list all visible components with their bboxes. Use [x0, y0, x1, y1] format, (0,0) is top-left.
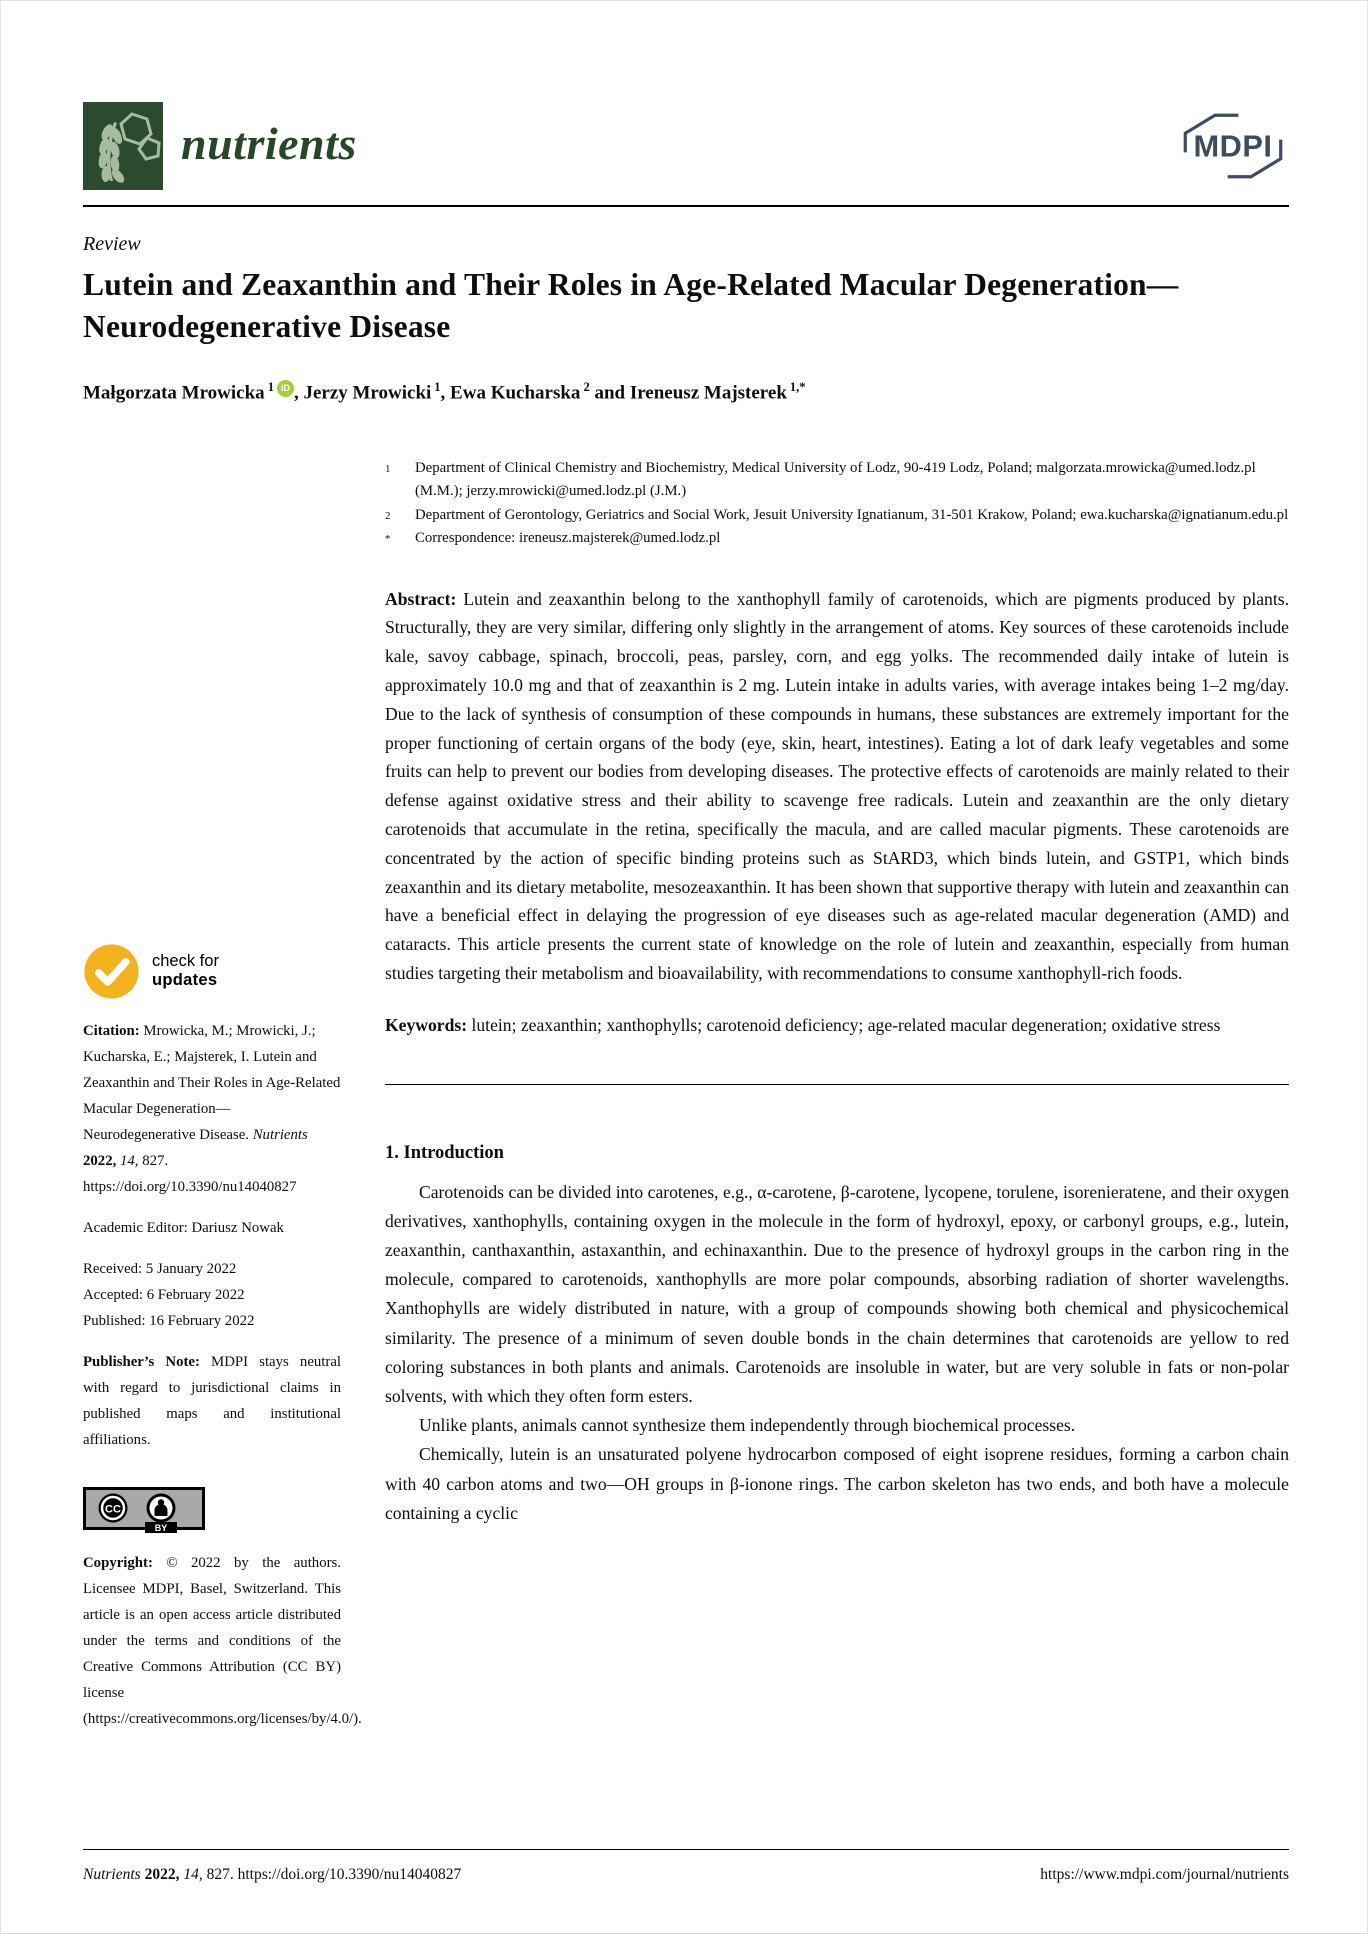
orcid-icon[interactable]: [277, 380, 294, 397]
cc-icon-label: CC: [105, 1503, 121, 1516]
mdpi-logo-text: MDPI: [1193, 128, 1273, 164]
author-affil-sup: 2: [583, 379, 590, 394]
citation-doi-link[interactable]: https://doi.org/10.3390/nu14040827: [83, 1178, 297, 1195]
keywords-divider: [385, 1084, 1289, 1085]
author-name: Jerzy Mrowicki: [303, 382, 432, 404]
check-for-updates-button[interactable]: [83, 943, 253, 1000]
check-for-updates-label: [152, 952, 219, 990]
journal-name: nutrients: [181, 117, 357, 169]
received-label: Received:: [83, 1260, 146, 1277]
published-label: Published:: [83, 1312, 150, 1329]
citation-block: [83, 1018, 341, 1200]
check-for-line: check for: [152, 952, 219, 971]
dates-block: [83, 1256, 341, 1334]
publishers-note-text: MDPI stays neutral with regard to jurisdictional claims in published maps and institutional affiliations.: [83, 1353, 342, 1448]
citation-text: Mrowicka, M.; Mrowicki, J.; Kucharska, E.; Majsterek, I. Lutein and Zeaxanthin and Their Roles in Age-Related Macular Degeneration—Neurodegenerative Disease.: [83, 1022, 341, 1143]
orcid-icon-label: iD: [280, 382, 290, 393]
by-icon-label: BY: [154, 1522, 168, 1533]
article-title: Lutein and Zeaxanthin and Their Roles in Age-Related Macular Degeneration—Neurodegenerative Disease: [83, 267, 1179, 344]
publishers-note-block: [83, 1349, 341, 1453]
accepted-line: [83, 1282, 341, 1308]
keywords-label: Keywords:: [385, 1014, 472, 1035]
keywords-paragraph: [385, 1011, 1289, 1040]
footer-journal-url[interactable]: https://www.mdpi.com/journal/nutrients: [1040, 1866, 1289, 1883]
academic-editor-label: Academic Editor:: [83, 1219, 192, 1236]
affiliation-marker: *: [385, 533, 391, 546]
abstract-text: Lutein and zeaxanthin belong to the xanthophyll family of carotenoids, which are pigments produced by plants. Structurally, they are very similar, differing only slightly in the arrangement of atoms. Key sources of these carotenoids include kale, savoy cabbage, spinach, broccoli, peas, parsley, corn, and egg yolks. The recommended daily intake of lutein is approximately 10.0 mg and that of zeaxanthin is 2 mg. Lutein intake in adults varies, with average intakes being 1–2 mg/day. Due to the lack of synthesis of consumption of these compounds in humans, these substances are extremely important for the proper functioning of certain organs of the body (eye, skin, heart, intestines). Eating a lot of dark leafy vegetables and some fruits can help to prevent our bodies from developing diseases. The protective effects of carotenoids are mainly related to their defense against oxidative stress and their ability to scavenge free radicals. Lutein and zeaxanthin are the only dietary carotenoids that accumulate in the retina, specifically the macula, and are called macular pigments. These carotenoids are concentrated by the action of specific binding proteins such as StARD3, which binds lutein, and GSTP1, which binds zeaxanthin and its dietary metabolite, mesozeaxanthin. It has been shown that supportive therapy with lutein and zeaxanthin can have a beneficial effect in delaying the progression of eye diseases such as age-related macular degeneration (AMD) and cataracts. This article presents the current state of knowledge on the role of lutein and zeaxanthin, especially from human studies targeting their metabolism and bioavailability, with recommendations to consume xanthophyll-rich foods.: [385, 588, 1289, 984]
intro-paragraph-3: Chemically, lutein is an unsaturated polyene hydrocarbon composed of eight isoprene residues, forming a carbon chain with 40 carbon atoms and two—OH groups in β-ionone rings. The carbon skeleton has two ends, and both have a molecule containing a cyclic: [385, 1444, 1289, 1523]
citation-volume: 14,: [120, 1152, 143, 1169]
footer-citation: [83, 1866, 461, 1884]
copyright-block: [83, 1550, 362, 1732]
citation-journal: Nutrients: [252, 1126, 308, 1143]
author-name: Małgorzata Mrowicka: [83, 382, 265, 404]
nutrients-logo-icon: [83, 102, 163, 190]
author-name: Ireneusz Majsterek: [629, 382, 787, 404]
nutrients-brand: [83, 102, 357, 190]
academic-editor-block: [83, 1215, 341, 1241]
footer-volume: 14,: [183, 1866, 207, 1883]
author-separator: and: [589, 382, 630, 404]
abstract-paragraph: [385, 585, 1289, 988]
intro-paragraph-2: Unlike plants, animals cannot synthesize them independently through biochemical processes.: [419, 1415, 1076, 1436]
published-line: [83, 1308, 341, 1334]
footer-divider: [83, 1849, 1289, 1850]
publishers-note-label: Publisher’s Note:: [83, 1353, 212, 1370]
page-footer: [83, 1849, 1289, 1884]
affiliations-list: [385, 457, 1289, 551]
affiliation-text: Department of Clinical Chemistry and Biochemistry, Medical University of Lodz, 90-419 Lodz, Poland; malgorzata.mrowicka@umed.lodz.pl (M.M.); jerzy.mrowicki@umed.lodz.pl (J.M.): [415, 459, 1256, 500]
academic-editor-name: Dariusz Nowak: [191, 1219, 284, 1236]
intro-paragraph-1: Carotenoids can be divided into carotenes, e.g., α-carotene, β-carotene, lycopene, torulene, isorenieratene, and their oxygen derivatives, xanthophylls, containing oxygen in the molecule in the form of hydroxyl, epoxy, or carbonyl groups, e.g., lutein, zeaxanthin, canthaxanthin, astaxanthin, and echinaxanthin. Due to the presence of hydroxyl groups in the carbon ring in the molecule, compared to carotenoids, xanthophylls are more polar compounds, absorbing radiation of shorter wavelengths. Xanthophylls are widely distributed in nature, with a group of compounds showing both chemical and physicochemical similarity. The presence of a minimum of seven double bonds in the chain determines that carotenoids are yellow to red coloring substances in both plants and animals. Carotenoids are insoluble in water, but are very soluble in fats or non-polar solvents, with which they often form esters.: [385, 1181, 1289, 1407]
author-affil-sup: 1,*: [789, 379, 806, 394]
author-separator: ,: [293, 382, 304, 404]
footer-pages: 827.: [206, 1866, 238, 1883]
footer-doi-link[interactable]: https://doi.org/10.3390/nu14040827: [237, 1866, 462, 1883]
copyright-text: © 2022 by the authors. Licensee MDPI, Basel, Switzerland. This article is an open access article distributed under the terms and conditions of the Creative Commons Attribution (CC BY) license (https://creativecommons.org/licenses/by/4.0/).: [83, 1554, 362, 1727]
citation-pages: 827.: [142, 1152, 169, 1169]
header-divider: [83, 205, 1289, 207]
received-date: 5 January 2022: [145, 1260, 237, 1277]
published-date: 16 February 2022: [149, 1312, 255, 1329]
footer-journal: Nutrients: [83, 1866, 145, 1883]
footer-row: [83, 1866, 1289, 1884]
abstract-label: Abstract:: [385, 588, 464, 609]
affiliation-row: [385, 527, 1289, 551]
checkmark-icon: [83, 943, 140, 1000]
author-affil-sup: 1: [267, 379, 274, 394]
citation-label: Citation:: [83, 1022, 144, 1039]
affiliation-row: [385, 457, 1289, 504]
author-affil-sup: 1: [434, 379, 441, 394]
affiliation-marker: 1: [385, 462, 391, 475]
content-grid: [83, 457, 1289, 1732]
cc-by-license-badge[interactable]: [83, 1487, 205, 1535]
accepted-date: 6 February 2022: [146, 1286, 245, 1303]
main-column: [385, 457, 1289, 1732]
accepted-label: Accepted:: [83, 1286, 147, 1303]
mdpi-logo: [1177, 111, 1289, 181]
updates-line: updates: [152, 971, 218, 990]
affiliation-text: Department of Gerontology, Geriatrics and Social Work, Jesuit University Ignatianum, 31-501 Krakow, Poland; ewa.kucharska@ignatianum.edu.pl: [415, 506, 1289, 523]
page-header: [83, 101, 1289, 191]
article-type-label: Review: [83, 233, 141, 255]
left-sidebar: [83, 457, 362, 1732]
affiliation-row: [385, 504, 1289, 528]
received-line: [83, 1256, 341, 1282]
author-name: Ewa Kucharska: [450, 382, 581, 404]
author-separator: ,: [440, 382, 451, 404]
section-heading-introduction: 1. Introduction: [385, 1142, 504, 1163]
citation-year: 2022,: [83, 1152, 120, 1169]
author-line: [83, 378, 1289, 407]
keywords-text: lutein; zeaxanthin; xanthophylls; carotenoid deficiency; age-related macular degeneration; oxidative stress: [471, 1014, 1221, 1035]
affiliation-marker: 2: [385, 509, 391, 522]
footer-year: 2022,: [144, 1866, 184, 1883]
copyright-label: Copyright:: [83, 1554, 167, 1571]
correspondence-text: Correspondence: ireneusz.majsterek@umed.lodz.pl: [415, 530, 721, 547]
